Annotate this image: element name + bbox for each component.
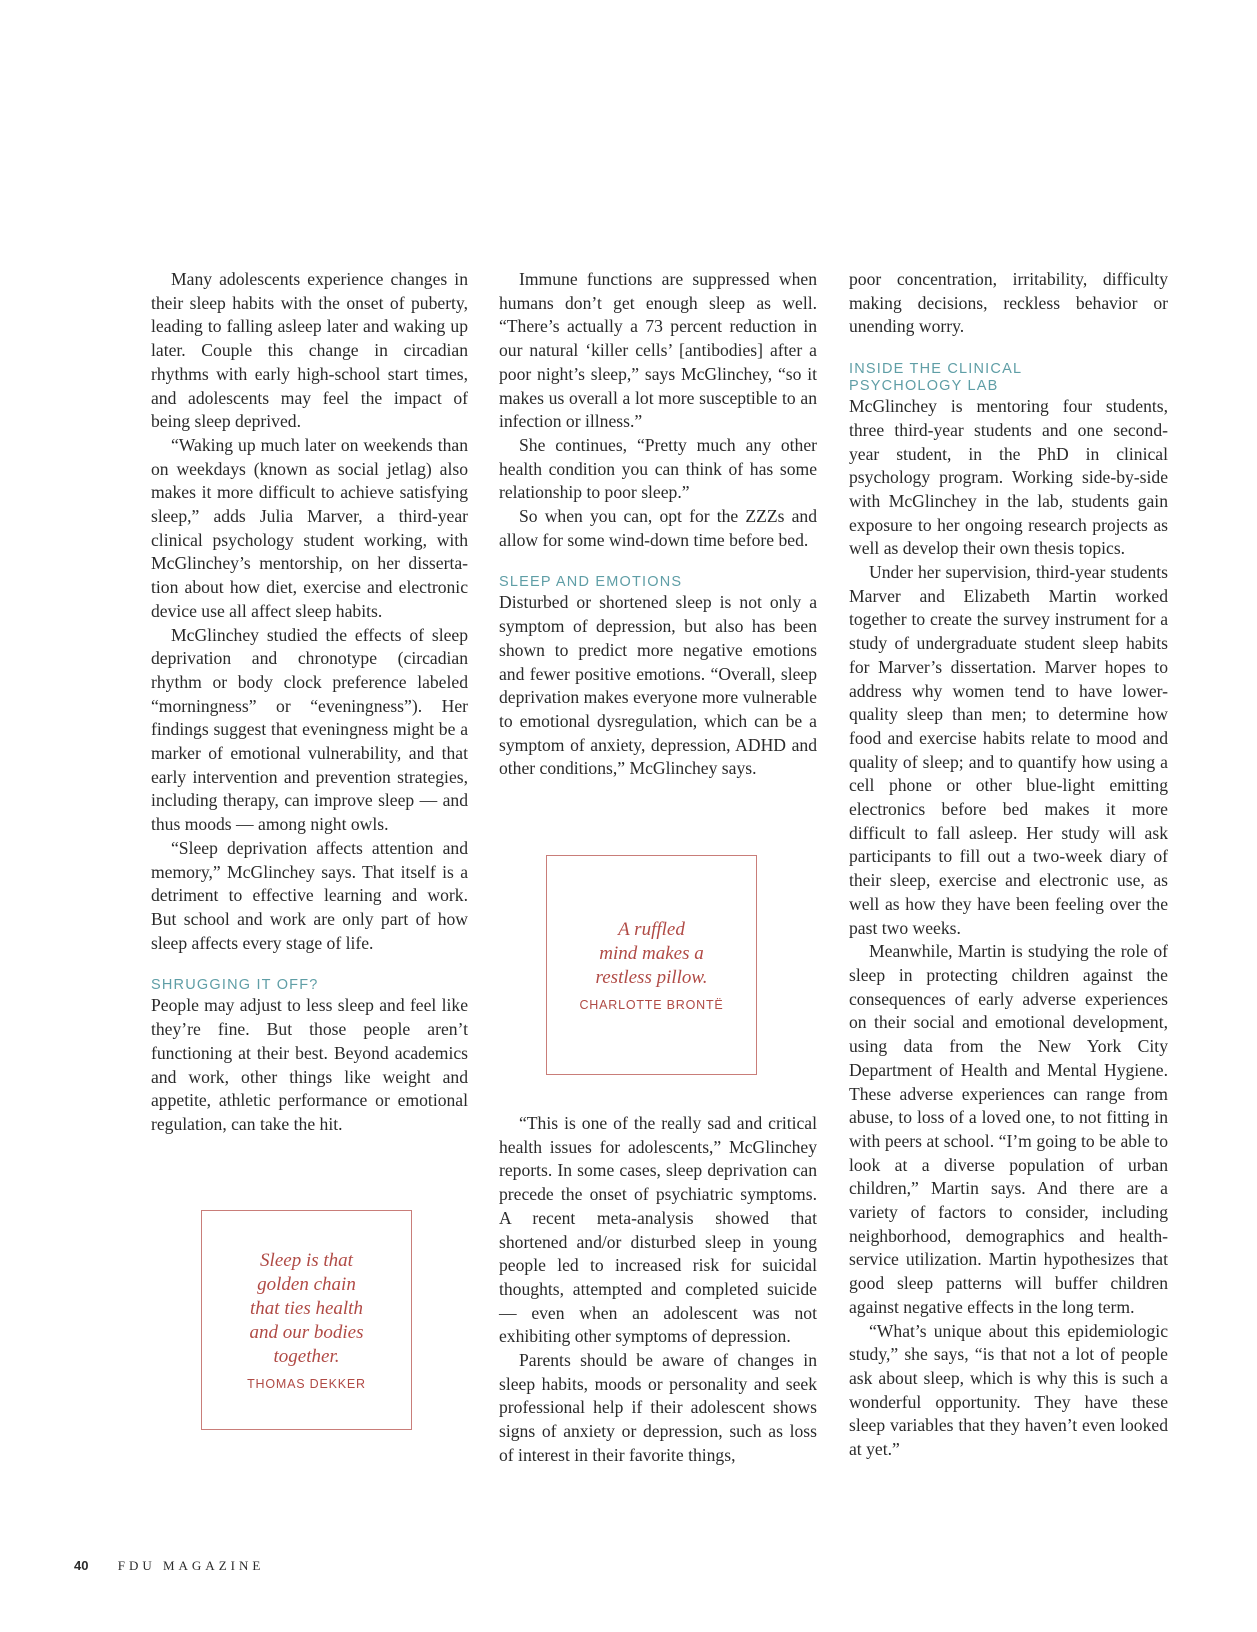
heading-line: PSYCHOLOGY LAB (849, 378, 999, 395)
quote-line: and our bodies (249, 1322, 364, 1343)
article-column-2 (499, 268, 817, 781)
quote-line: A ruffled (618, 919, 685, 940)
paragraph: McGlinchey studied the effects of sleep deprivation and chronotype (circadian rhythm or body clock preference labeled “morningness” or “eveningness”). Her findings suggest that eveningness might be a marker of emotional vulnerability, and that early intervention and prevention strategies, including therapy, can improve sleep — and thus moods — among night owls. (151, 624, 468, 835)
quote-author: CHARLOTTE BRONTË (579, 998, 724, 1012)
paragraph: Parents should be aware of changes in sleep habits, moods or personality and seek professional help if their adolescent shows signs of anxiety or depression, such as loss of interest in their favorite things, (499, 1350, 817, 1465)
heading-line: INSIDE THE CLINICAL (849, 361, 1023, 378)
paragraph: She continues, “Pretty much any other health condition you can think of has some relationship to poor sleep.” (499, 434, 817, 503)
section-heading-lab (849, 361, 1168, 395)
paragraph: Immune functions are suppressed when humans don’t get enough sleep as well. “There’s actually a 73 percent reduction in our natural ‘killer cells’ [antibodies] after a poor night’s sleep,” says McGlinchey, “so it makes us overall a lot more susceptible to an infection or illness.” (499, 269, 817, 432)
paragraph: “Sleep deprivation affects attention and memory,” McGlinchey says. That itself is a detriment to effective learning and work. But school and work are only part of how sleep affects every stage of life. (151, 837, 468, 953)
paragraph: poor concentration, irritability, difficulty making decisions, reckless behavior or unending worry. (849, 269, 1168, 337)
magazine-name: FDU MAGAZINE (117, 1558, 265, 1573)
article-column-2-continued (499, 1112, 817, 1468)
quote-line: golden chain (257, 1274, 356, 1295)
paragraph: “Waking up much later on weekends than on weekdays (known as social jetlag) also makes it more difficult to achieve satisfying sleep,” adds Julia Marver, a third-year clinical psychology student working, with McGlinchey’s mentorship, on her dissertation about how diet, exercise and electronic device use all affect sleep habits. (151, 434, 468, 621)
paragraph: “What’s unique about this epidemiologic study,” she says, “is that not a lot of people ask about sleep, which is why this is such a wonderful opportunity. They have these sleep variables that they haven’t even looked at yet.” (849, 1320, 1168, 1460)
article-column-1 (151, 268, 468, 1137)
section-heading-emotions: SLEEP AND EMOTIONS (499, 574, 683, 591)
article-column-3 (849, 268, 1168, 1462)
page-footer (74, 1558, 264, 1574)
paragraph: So when you can, opt for the ZZZs and allow for some wind-down time before bed. (499, 506, 817, 550)
quote-line: mind makes a (599, 943, 704, 964)
section-heading-shrugging: SHRUGGING IT OFF? (151, 977, 319, 994)
quote-line: restless pillow. (595, 967, 708, 988)
quote-text (596, 918, 708, 990)
quote-line: Sleep is that (260, 1250, 353, 1271)
paragraph: McGlinchey is mentoring four students, three third-year students and one second-year student, in the PhD in clinical psychology program. Working side-by-side with McGlinchey in the lab, students gain exposure to her ongoing research projects as well as develop their own thesis topics. (849, 396, 1168, 559)
paragraph: “This is one of the really sad and critical health issues for adolescents,” McGlinchey reports. In some cases, sleep deprivation can precede the onset of psychiatric symptoms. A recent meta-analysis showed that shortened and/or disturbed sleep in young people led to increased risk for suicidal thoughts, attempted and completed suicide — even when an adolescent was not exhibiting other symptoms of depression. (499, 1113, 817, 1347)
quote-line: that ties health (250, 1298, 363, 1319)
page-number: 40 (74, 1558, 89, 1573)
paragraph: Under her supervision, third-year students Marver and Elizabeth Martin worked together to create the survey instrument for a study of undergraduate student sleep habits for Marver’s dissertation. Marver hopes to address why women tend to have lower-quality sleep than men; to determine how food and exercise habits relate to mood and quality of sleep; and to quantify how using a cell phone or other blue-light emitting electronics before bed makes it more difficult to fall asleep. Her study will ask participants to fill out a two-week diary of their sleep, exercise and electronic use, as well as how they have been feeling over the past two weeks. (849, 562, 1168, 938)
quote-line: together. (273, 1346, 340, 1367)
paragraph: People may adjust to less sleep and feel like they’re fine. But those people aren’t functioning at their best. Beyond academics and work, other things like weight and appetite, athletic performance or emotional regulation, can take the hit. (151, 995, 468, 1134)
pull-quote-bronte (546, 855, 757, 1075)
quote-text (250, 1249, 364, 1369)
paragraph: Meanwhile, Martin is studying the role of sleep in protecting children against the consequences of early adverse experiences on their social and emotional development, using data from the New York City Department of Health and Mental Hygiene. These adverse experiences can range from abuse, to loss of a loved one, to not fitting in with peers at school. “I’m going to be able to look at a diverse population of urban children,” Martin says. And there are a variety of factors to consider, including neighborhood, demographics and health-service utilization. Martin hypothesizes that good sleep patterns will buffer children against negative effects in the long term. (849, 941, 1168, 1317)
paragraph: Many adolescents experience changes in their sleep habits with the onset of puberty, leading to falling asleep later and waking up later. Couple this change in circadian rhythms with early high-school start times, and adolescents may feel the impact of being sleep deprived. (151, 269, 468, 432)
pull-quote-dekker (201, 1210, 412, 1430)
quote-author: THOMAS DEKKER (247, 1377, 366, 1391)
paragraph: Disturbed or shortened sleep is not only a symptom of depression, but also has been shown to predict more negative emotions and fewer positive emotions. “Overall, sleep deprivation makes everyone more vulnerable to emotional dysregulation, which can be a symptom of anxiety, depression, ADHD and other conditions,” McGlinchey says. (499, 592, 817, 779)
